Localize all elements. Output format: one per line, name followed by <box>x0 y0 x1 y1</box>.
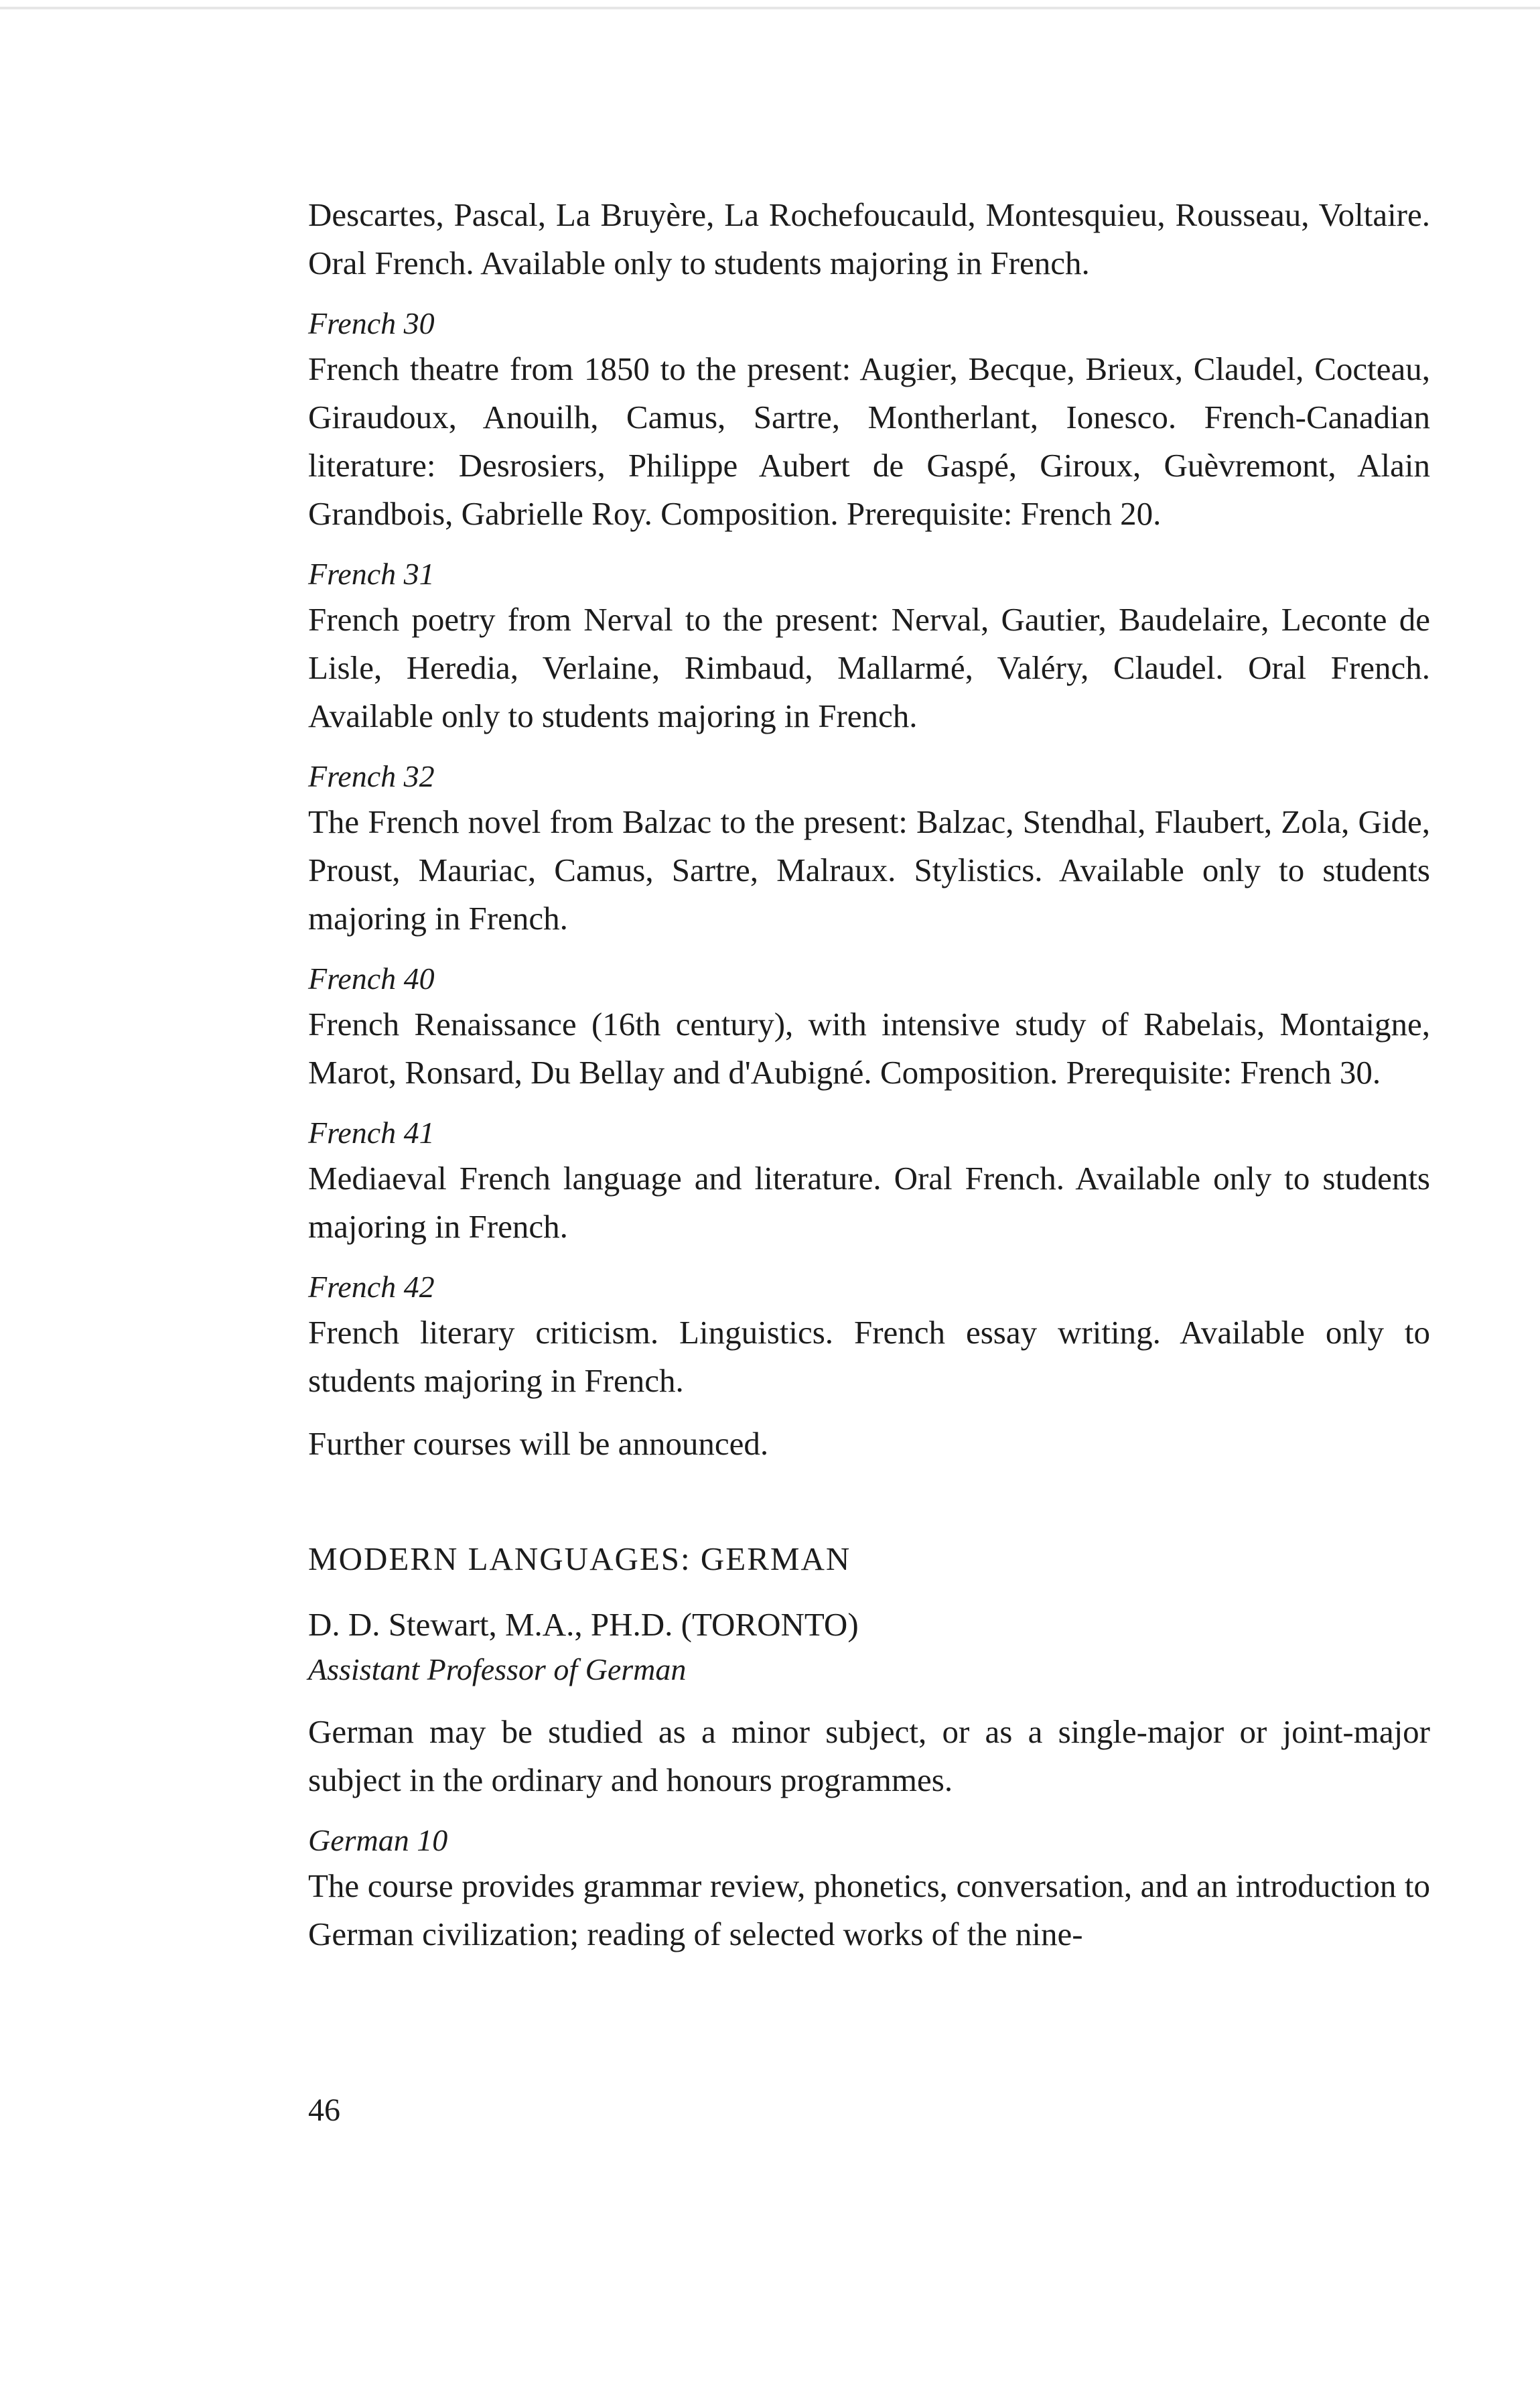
course-title: French 42 <box>308 1270 435 1304</box>
course-french-31 <box>308 553 1430 740</box>
course-title: French 31 <box>308 557 435 591</box>
course-title: German 10 <box>308 1823 448 1857</box>
course-description: French theatre from 1850 to the present: Augier, Becque, Brieux, Claudel, Cocteau, Giraudoux, Anouilh, Camus, Sartre, Montherlant, Ionesco. French-Canadian literature: Desrosiers, Philippe Aubert de Gaspé, Giroux, Guèvremont, Alain Grandbois, Gabrielle Roy. Composition. Prerequisite: French 20. <box>308 350 1430 532</box>
course-description: French Renaissance (16th century), with intensive study of Rabelais, Montaigne, Marot, Ronsard, Du Bellay and d'Aubigné. Composition. Prerequisite: French 30. <box>308 1006 1430 1091</box>
faculty-title: Assistant Professor of German <box>308 1652 687 1686</box>
course-description: Mediaeval French language and literature. Oral French. Available only to students majoring in French. <box>308 1160 1430 1245</box>
course-title: French 32 <box>308 759 435 793</box>
course-description: French poetry from Nerval to the present: Nerval, Gautier, Baudelaire, Leconte de Lisle, Heredia, Verlaine, Rimbaud, Mallarmé, Valéry, Claudel. Oral French. Available only to students majoring in French. <box>308 601 1430 734</box>
section-heading: MODERN LANGUAGES: GERMAN <box>308 1540 851 1577</box>
course-description: The French novel from Balzac to the present: Balzac, Stendhal, Flaubert, Zola, Gide, Proust, Mauriac, Camus, Sartre, Malraux. Stylistics. Available only to students majoring in French. <box>308 803 1430 937</box>
course-french-41 <box>308 1112 1430 1251</box>
course-title: French 41 <box>308 1116 435 1150</box>
course-title: French 40 <box>308 961 435 996</box>
faculty-name: D. D. Stewart, M.A., PH.D. (TORONTO) <box>308 1606 859 1643</box>
course-french-30 <box>308 302 1430 538</box>
course-description: French literary criticism. Linguistics. French essay writing. Available only to students majoring in French. <box>308 1314 1430 1399</box>
page-content <box>308 191 1430 1958</box>
section-intro: German may be studied as a minor subject, or as a single-major or joint-major subject in the ordinary and honours programmes. <box>308 1713 1430 1798</box>
continued-paragraph: Descartes, Pascal, La Bruyère, La Rochefoucauld, Montesquieu, Rousseau, Voltaire. Oral French. Available only to students majoring in French. <box>308 196 1430 281</box>
course-title: French 30 <box>308 306 435 340</box>
course-french-40 <box>308 957 1430 1097</box>
course-french-32 <box>308 755 1430 943</box>
scan-edge-rule <box>0 7 1540 9</box>
course-german-10 <box>308 1819 1430 1958</box>
page-number: 46 <box>308 2092 340 2128</box>
course-description: The course provides grammar review, phonetics, conversation, and an introduction to German civilization; reading of selected works of the nine- <box>308 1867 1430 1952</box>
course-french-42 <box>308 1266 1430 1405</box>
further-courses-note: Further courses will be announced. <box>308 1425 769 1462</box>
